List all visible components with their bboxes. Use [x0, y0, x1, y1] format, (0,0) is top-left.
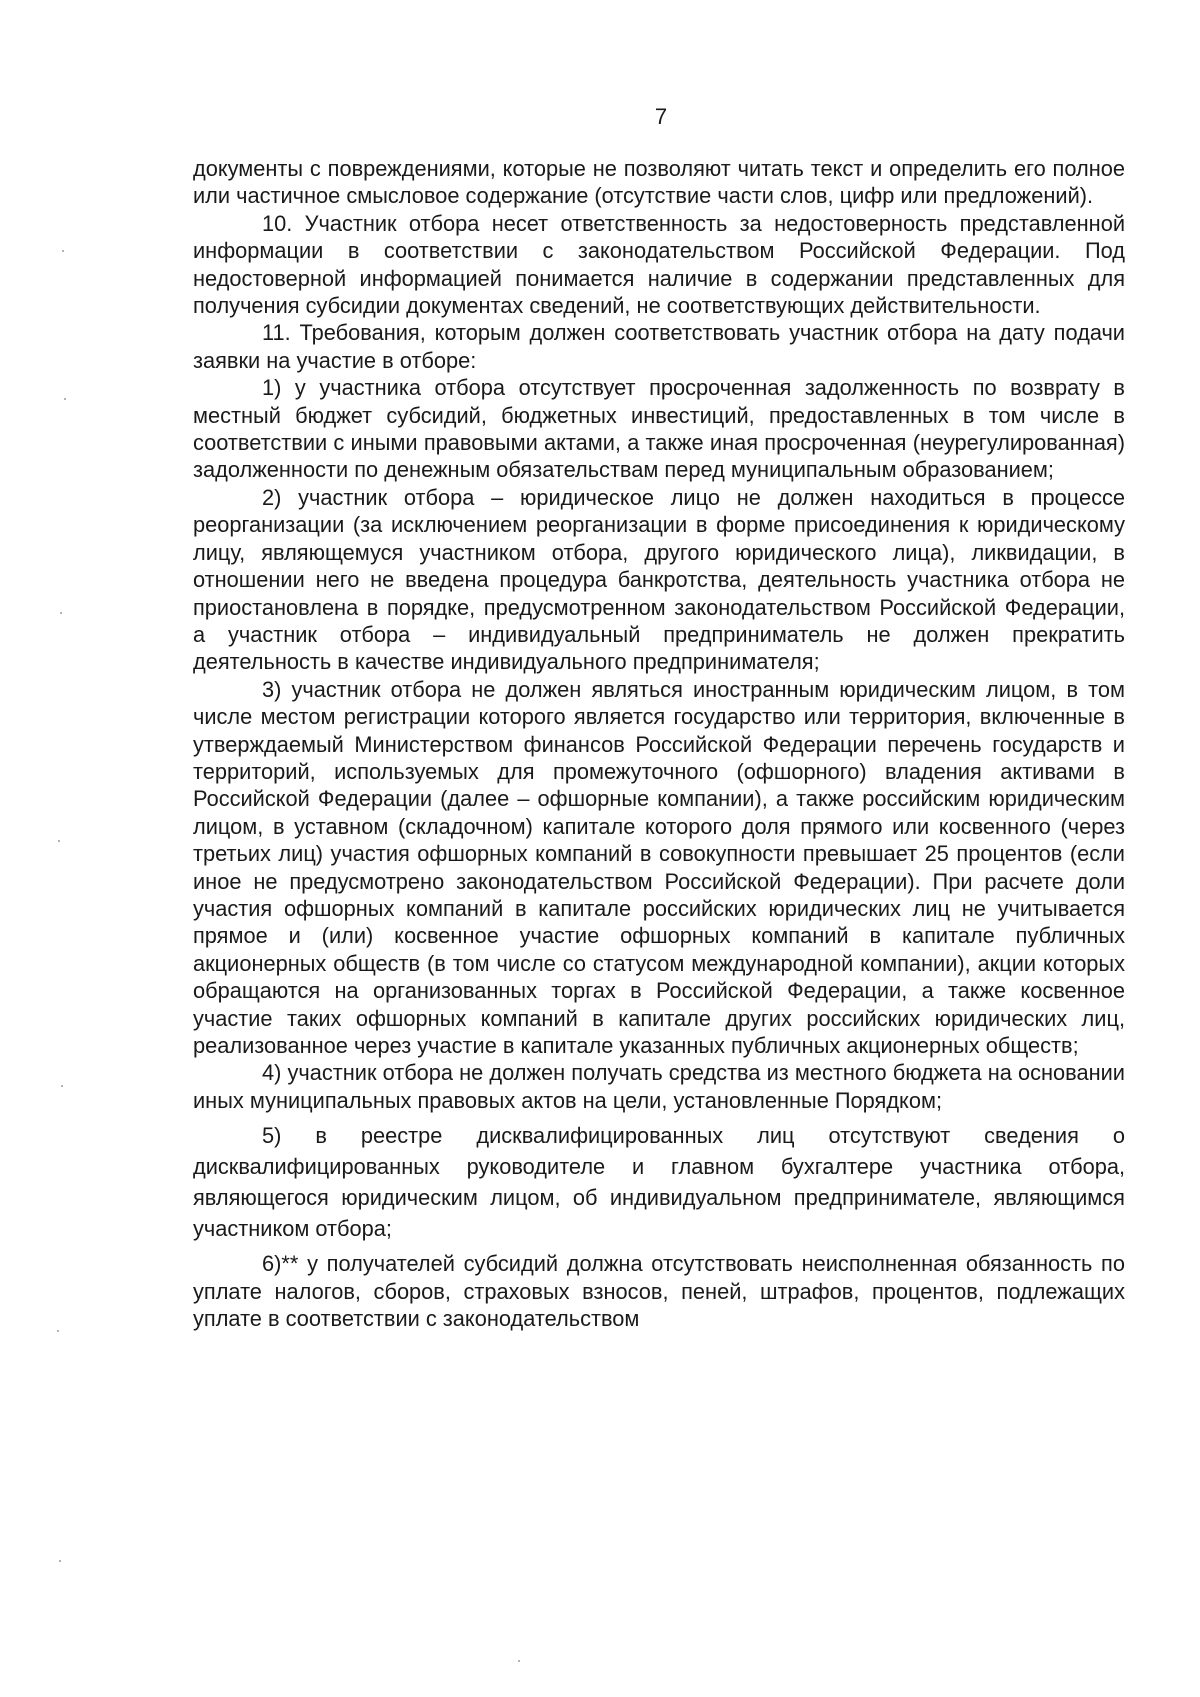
scan-artifact	[62, 250, 64, 252]
scan-artifact	[64, 398, 66, 400]
document-body	[193, 155, 1125, 1332]
paragraph-continuation: документы с повреждениями, которые не позволяют читать текст и определить его полное или частичное смысловое содержание (отсутствие части слов, цифр или предложений).	[193, 156, 1125, 209]
list-item-1: 1) у участника отбора отсутствует просроченная задолженность по возврату в местный бюджет субсидий, бюджетных инвестиций, предоставленных в том числе в соответствии с иными правовыми актами, а также иная просроченная (неурегулированная) задолженности по денежным обязательствам перед муниципальным образованием;	[193, 375, 1125, 483]
scan-artifact	[59, 1560, 61, 1562]
scan-artifact	[60, 612, 62, 614]
scan-artifact	[57, 1330, 59, 1332]
paragraph-11: 11. Требования, которым должен соответствовать участник отбора на дату подачи заявки на участие в отборе:	[193, 320, 1125, 373]
list-item-3: 3) участник отбора не должен являться иностранным юридическим лицом, в том числе местом регистрации которого является государство или территория, включенные в утверждаемый Министерством финансов Российской Федерации перечень государств и территорий, используемых для промежуточного (офшорного) владения активами в Российской Федерации (далее – офшорные компании), а также российским юридическим лицом, в уставном (складочном) капитале которого доля прямого или косвенного (через третьих лиц) участия офшорных компаний в совокупности превышает 25 процентов (если иное не предусмотрено законодательством Российской Федерации). При расчете доли участия офшорных компаний в капитале российских юридических лиц не учитывается прямое и (или) косвенное участие офшорных компаний в капитале публичных акционерных обществ (в том числе со статусом международной компании), акции которых обращаются на организованных торгах в Российской Федерации, а также косвенное участие таких офшорных компаний в капитале других российских юридических лиц, реализованное через участие в капитале указанных публичных акционерных обществ;	[193, 676, 1125, 1058]
scan-artifact	[518, 1660, 520, 1662]
list-item-2: 2) участник отбора – юридическое лицо не должен находиться в процессе реорганизации (за исключением реорганизации в форме присоединения к юридическому лицу, являющемуся участником отбора, другого юридического лица), ликвидации, в отношении него не введена процедура банкротства, деятельность участника отбора не приостановлена в порядке, предусмотренном законодательством Российской Федерации, а участник отбора – индивидуальный предприниматель не должен прекратить деятельность в качестве индивидуального предпринимателя;	[193, 484, 1125, 675]
list-item-4: 4) участник отбора не должен получать средства из местного бюджета на основании иных муниципальных правовых актов на цели, установленные Порядком;	[193, 1060, 1125, 1113]
scan-artifact	[58, 840, 60, 842]
paragraph-10: 10. Участник отбора несет ответственность за недостоверность представленной информации в соответствии с законодательством Российской Федерации. Под недостоверной информацией понимается наличие в содержании представленных для получения субсидии документах сведений, не соответствующих действительности.	[193, 210, 1125, 319]
page-number: 7	[654, 104, 668, 129]
list-item-5: 5) в реестре дисквалифицированных лиц отсутствуют сведения о дисквалифицированных руководителе и главном бухгалтере участника отбора, являющегося юридическим лицом, об индивидуальном предпринимателе, являющимся участником отбора;	[193, 1123, 1125, 1242]
scan-artifact	[61, 1085, 63, 1087]
list-item-6: 6)** у получателей субсидий должна отсутствовать неисполненная обязанность по уплате налогов, сборов, страховых взносов, пеней, штрафов, процентов, подлежащих уплате в соответствии с законодательством	[193, 1251, 1125, 1332]
